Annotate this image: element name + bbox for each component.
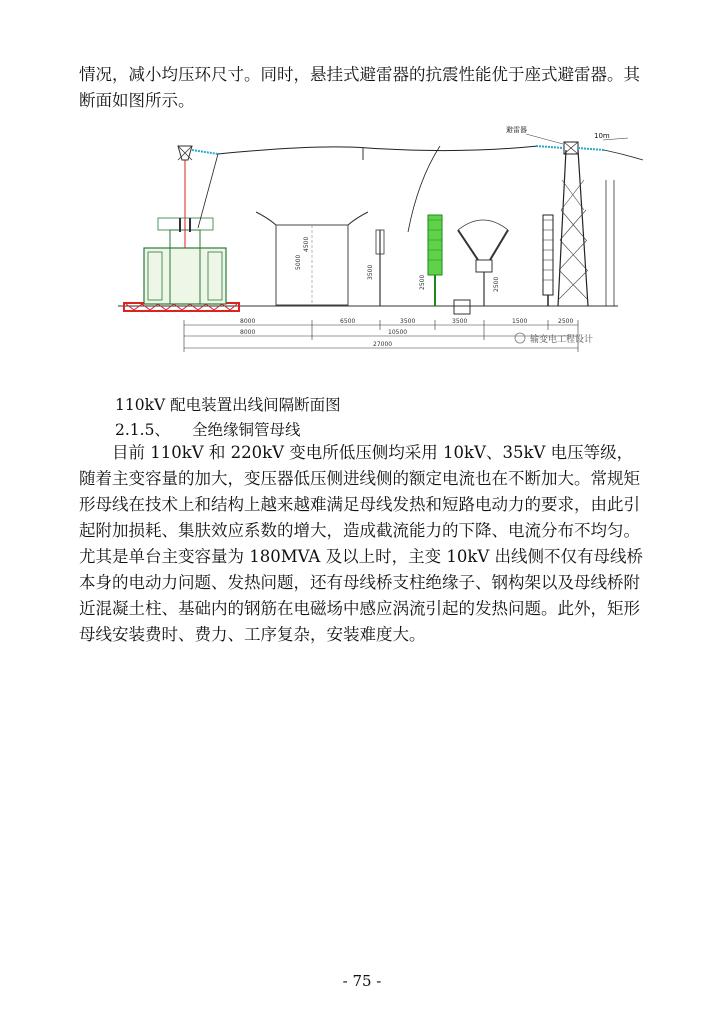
dim-row1-5: 1500 — [512, 318, 528, 325]
figure-caption: 110kV 配电装置出线间隔断面图 — [115, 396, 341, 414]
outgoing-structure — [606, 180, 614, 306]
terminal-box — [454, 300, 470, 314]
height-dim-4: 2500 — [419, 274, 426, 290]
right-gantry-tower — [536, 138, 643, 306]
dim-row2-2: 10500 — [388, 329, 408, 336]
paragraph-body: 目前 110kV 和 220kV 变电所低压侧均采用 10kV、35kV 电压等级，随着主变容量的加大，变压器低压侧进线侧的额定电流也在不断加大。常规矩形母线在技术上和结构上越来越难满足母线发热和短路电动力的要求，由此引起附加损耗、集肤效应系数的增大，造成截流能力的下降、电流分布不均匀。尤其是单台主变容量为 180MVA 及以上时，主变 10kV 出线侧不仅有母线桥本身的电动力问题、发热问题，还有母线桥支柱绝缘子、钢构架以及母线桥附近混凝土柱、基础内的钢筋在电磁场中感应涡流引起的发热问题。此外，矩形母线安装费时、费力、工序复杂，安装难度大。 — [79, 443, 643, 644]
height-dim-3: 3500 — [367, 264, 374, 280]
overhead-conductor — [218, 146, 538, 154]
height-dim-1: 4500 — [303, 236, 310, 252]
watermark-logo-icon — [515, 333, 525, 343]
section-title: 全绝缘铜管母线 — [191, 421, 301, 439]
watermark — [515, 333, 593, 345]
dim-total: 27000 — [373, 341, 393, 348]
height-dim-2: 5000 — [295, 254, 302, 270]
middle-frame — [256, 148, 368, 305]
section-heading — [115, 418, 300, 440]
left-gantry — [178, 146, 218, 160]
surge-arrester-column — [543, 215, 553, 306]
transformer — [144, 160, 226, 304]
paragraph-intro: 情况，减小均压环尺寸。同时，悬挂式避雷器的抗震性能优于座式避雷器。其断面如图所示。 — [79, 65, 640, 110]
dim-row1-6: 2500 — [558, 318, 574, 325]
watermark-text: 输变电工程设计 — [530, 335, 594, 345]
section-number: 2.1.5、 — [115, 421, 170, 439]
span-label: 10m — [594, 132, 610, 140]
dim-row2-1: 8000 — [240, 329, 256, 336]
dim-row1-2: 6500 — [340, 318, 356, 325]
circuit-breaker — [458, 220, 508, 306]
dim-row1-4: 3500 — [452, 318, 468, 325]
arrester-label: 避雷器 — [506, 126, 527, 134]
dim-row1-1: 8000 — [240, 318, 256, 325]
dim-row1-3: 3500 — [400, 318, 416, 325]
post-insulator — [376, 230, 384, 306]
height-dim-5: 2500 — [493, 276, 500, 292]
drawing-svg — [118, 120, 648, 365]
section-drawing — [118, 120, 648, 365]
page-number: - 75 - — [342, 972, 382, 990]
